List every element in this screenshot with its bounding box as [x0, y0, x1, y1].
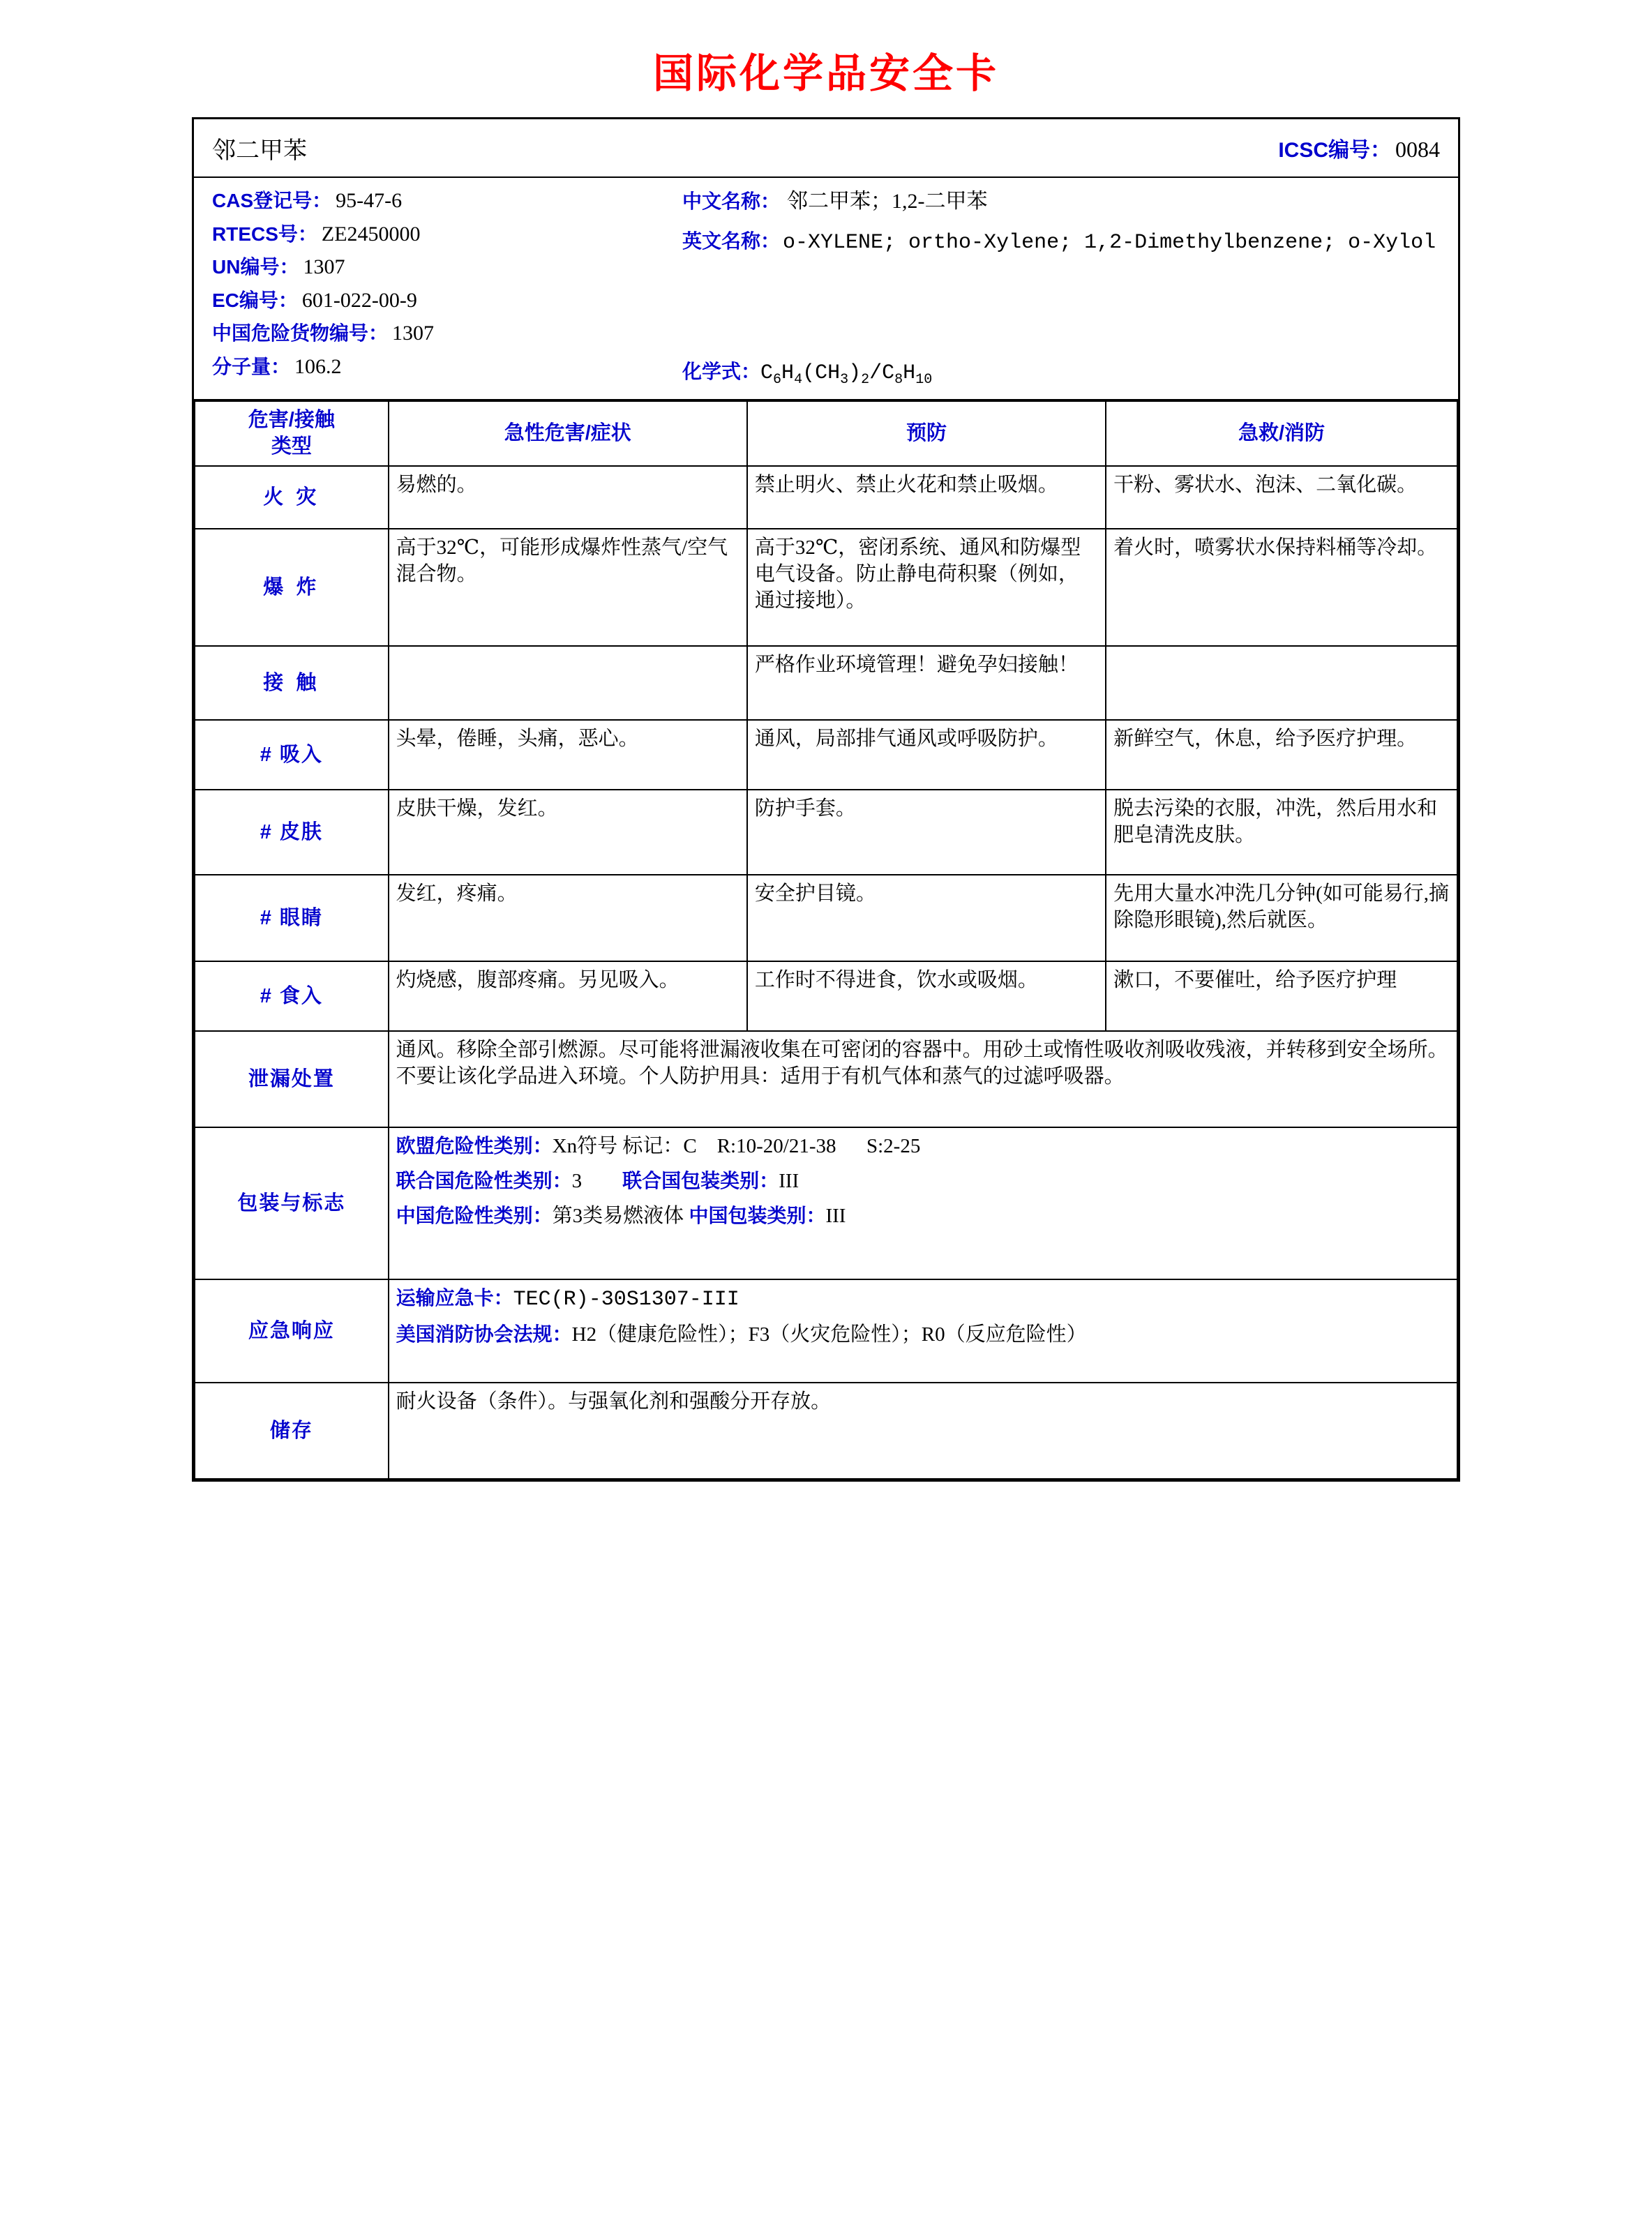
row-category-packaging: 包装与标志	[195, 1127, 389, 1279]
table-row-storage	[195, 1383, 1457, 1479]
s-phrase: S:2-25	[866, 1135, 921, 1158]
cell-firstaid-eyes: 先用大量水冲洗几分钟(如可能易行,摘除隐形眼镜),然后就医。	[1106, 875, 1457, 961]
cas-value: 95-47-6	[336, 189, 403, 212]
cn-hazard-class-label: 中国危险性类别：	[396, 1204, 553, 1226]
un-packing-group-label: 联合国包装类别：	[622, 1170, 779, 1192]
card-header	[194, 119, 1458, 178]
cell-prevention-eyes: 安全护目镜。	[747, 875, 1106, 961]
cell-prevention-ingestion: 工作时不得进食，饮水或吸烟。	[747, 961, 1106, 1031]
table-row	[195, 529, 1457, 646]
table-row	[195, 466, 1457, 529]
cn-dangerous-row	[212, 320, 659, 347]
emergency-tec-line	[396, 1286, 1450, 1314]
row-category-ingestion: # 食入	[195, 961, 389, 1031]
icsc-label: ICSC编号：	[1278, 139, 1391, 162]
cell-prevention-explosion: 高于32℃，密闭系统、通风和防爆型电气设备。防止静电荷积聚（例如，通过接地）。	[747, 529, 1106, 646]
table-row	[195, 646, 1457, 720]
cell-symptoms-eyes: 发红，疼痛。	[389, 875, 747, 961]
identification-left	[212, 188, 659, 379]
ec-row	[212, 287, 659, 314]
header-category	[195, 401, 389, 466]
cell-symptoms-ingestion: 灼烧感，腹部疼痛。另见吸入。	[389, 961, 747, 1031]
cell-firstaid-contact	[1106, 646, 1457, 720]
cell-prevention-inhalation: 通风，局部排气通风或呼吸防护。	[747, 720, 1106, 790]
table-row-packaging	[195, 1127, 1457, 1279]
un-value: 1307	[303, 255, 345, 278]
cell-packaging	[389, 1127, 1457, 1279]
mw-label: 分子量：	[212, 355, 291, 377]
mw-row	[212, 354, 659, 380]
formula-row	[682, 356, 932, 388]
packaging-cn-line	[396, 1203, 1450, 1230]
header-category-line1: 危害/接触	[248, 409, 335, 431]
identification-right	[682, 188, 1440, 268]
nfpa-label: 美国消防协会法规：	[396, 1323, 572, 1346]
cn-dangerous-value: 1307	[392, 322, 435, 345]
table-row	[195, 790, 1457, 875]
cell-symptoms-skin: 皮肤干燥，发红。	[389, 790, 747, 875]
cn-hazard-class-value: 第3类易燃液体	[552, 1204, 684, 1227]
cell-firstaid-ingestion: 漱口，不要催吐，给予医疗护理	[1106, 961, 1457, 1031]
table-row-spill	[195, 1031, 1457, 1127]
cell-storage-text: 耐火设备（条件）。与强氧化剂和强酸分开存放。	[389, 1383, 1457, 1479]
header-symptoms: 急性危害/症状	[389, 401, 747, 466]
nfpa-value: H2（健康危险性）；F3（火灾危险性）；R0（反应危险性）	[571, 1323, 1087, 1346]
r-phrase: R:10-20/21-38	[716, 1135, 836, 1158]
hazard-table	[194, 400, 1458, 1480]
icsc-number-block	[1278, 133, 1440, 163]
formula-value: $C_6H_4(CH_3)_2/C_8H_{10}$	[760, 361, 933, 388]
row-category-skin: # 皮肤	[195, 790, 389, 875]
table-row	[195, 720, 1457, 790]
cell-spill-text: 通风。移除全部引燃源。尽可能将泄漏液收集在可密闭的容器中。用砂土或惰性吸收剂吸收残液，并转移到安全场所。不要让该化学品进入环境。个人防护用具：适用于有机气体和蒸气的过滤呼吸器。	[389, 1031, 1457, 1127]
en-name-label: 英文名称：	[682, 230, 781, 252]
cn-name-value: 邻二甲苯；1,2-二甲苯	[787, 190, 988, 213]
header-prevention: 预防	[747, 401, 1106, 466]
cell-symptoms-inhalation: 头晕，倦睡，头痛，恶心。	[389, 720, 747, 790]
header-firstaid: 急救/消防	[1106, 401, 1457, 466]
table-row	[195, 875, 1457, 961]
cas-label: CAS登记号：	[212, 190, 332, 211]
cell-firstaid-explosion: 着火时，喷雾状水保持料桶等冷却。	[1106, 529, 1457, 646]
row-category-fire: 火 灾	[195, 466, 389, 529]
cell-emergency	[389, 1279, 1457, 1383]
header-category-line2: 类型	[271, 435, 312, 458]
en-name-value: o-XYLENE; ortho-Xylene; 1,2-Dimethylbenzene; o-Xylol	[783, 230, 1436, 255]
en-name-row	[682, 227, 1440, 257]
tec-value: TEC(R)-30S1307-III	[513, 1288, 739, 1312]
row-category-spill: 泄漏处置	[195, 1031, 389, 1127]
mw-value: 106.2	[294, 354, 342, 378]
cell-symptoms-fire: 易燃的。	[389, 466, 747, 529]
cell-firstaid-inhalation: 新鲜空气，休息，给予医疗护理。	[1106, 720, 1457, 790]
packaging-eu-line	[396, 1134, 1450, 1160]
cell-prevention-fire: 禁止明火、禁止火花和禁止吸烟。	[747, 466, 1106, 529]
un-hazard-class-label: 联合国危险性类别：	[396, 1170, 572, 1192]
ec-value: 601-022-00-9	[301, 288, 417, 312]
row-category-explosion: 爆 炸	[195, 529, 389, 646]
cas-row	[212, 188, 659, 214]
rtecs-value: ZE2450000	[321, 222, 421, 246]
cell-firstaid-skin: 脱去污染的衣服，冲洗，然后用水和肥皂清洗皮肤。	[1106, 790, 1457, 875]
cell-firstaid-fire: 干粉、雾状水、泡沫、二氧化碳。	[1106, 466, 1457, 529]
formula-label: 化学式：	[682, 361, 761, 382]
cell-symptoms-contact	[389, 646, 747, 720]
row-category-contact: 接 触	[195, 646, 389, 720]
cell-symptoms-explosion: 高于32℃，可能形成爆炸性蒸气/空气混合物。	[389, 529, 747, 646]
packaging-spacer	[396, 1238, 1450, 1265]
page-title: 国际化学品安全卡	[652, 51, 999, 96]
cn-dangerous-label: 中国危险货物编号：	[212, 322, 389, 344]
cell-prevention-contact: 严格作业环境管理！避免孕妇接触！	[747, 646, 1106, 720]
eu-hazard-label: 欧盟危险性类别：	[396, 1135, 553, 1157]
row-category-eyes: # 眼睛	[195, 875, 389, 961]
substance-name: 邻二甲苯	[212, 137, 307, 164]
icsc-value: 0084	[1395, 137, 1440, 162]
cn-name-label: 中文名称：	[682, 190, 781, 212]
emergency-nfpa-line	[396, 1322, 1450, 1348]
row-category-inhalation: # 吸入	[195, 720, 389, 790]
row-category-storage: 储存	[195, 1383, 389, 1479]
table-row-emergency	[195, 1279, 1457, 1383]
identification-block	[194, 178, 1458, 400]
rtecs-label: RTECS号：	[212, 223, 317, 245]
cell-prevention-skin: 防护手套。	[747, 790, 1106, 875]
packaging-un-line	[396, 1168, 1450, 1195]
cn-packing-group-label: 中国包装类别：	[689, 1204, 826, 1226]
table-row	[195, 961, 1457, 1031]
table-header-row	[195, 401, 1457, 466]
cn-packing-group-value: III	[825, 1204, 846, 1227]
row-category-emergency: 应急响应	[195, 1279, 389, 1383]
un-label: UN编号：	[212, 256, 299, 278]
un-row	[212, 254, 659, 280]
un-packing-group-value: III	[779, 1170, 799, 1193]
safety-card	[192, 117, 1460, 1482]
ec-label: EC编号：	[212, 289, 298, 311]
eu-hazard-value: Xn符号 标记：C	[552, 1135, 697, 1158]
cn-name-row	[682, 188, 1440, 216]
rtecs-row	[212, 221, 659, 248]
un-hazard-class-value: 3	[571, 1170, 583, 1193]
tec-label: 运输应急卡：	[396, 1287, 513, 1309]
